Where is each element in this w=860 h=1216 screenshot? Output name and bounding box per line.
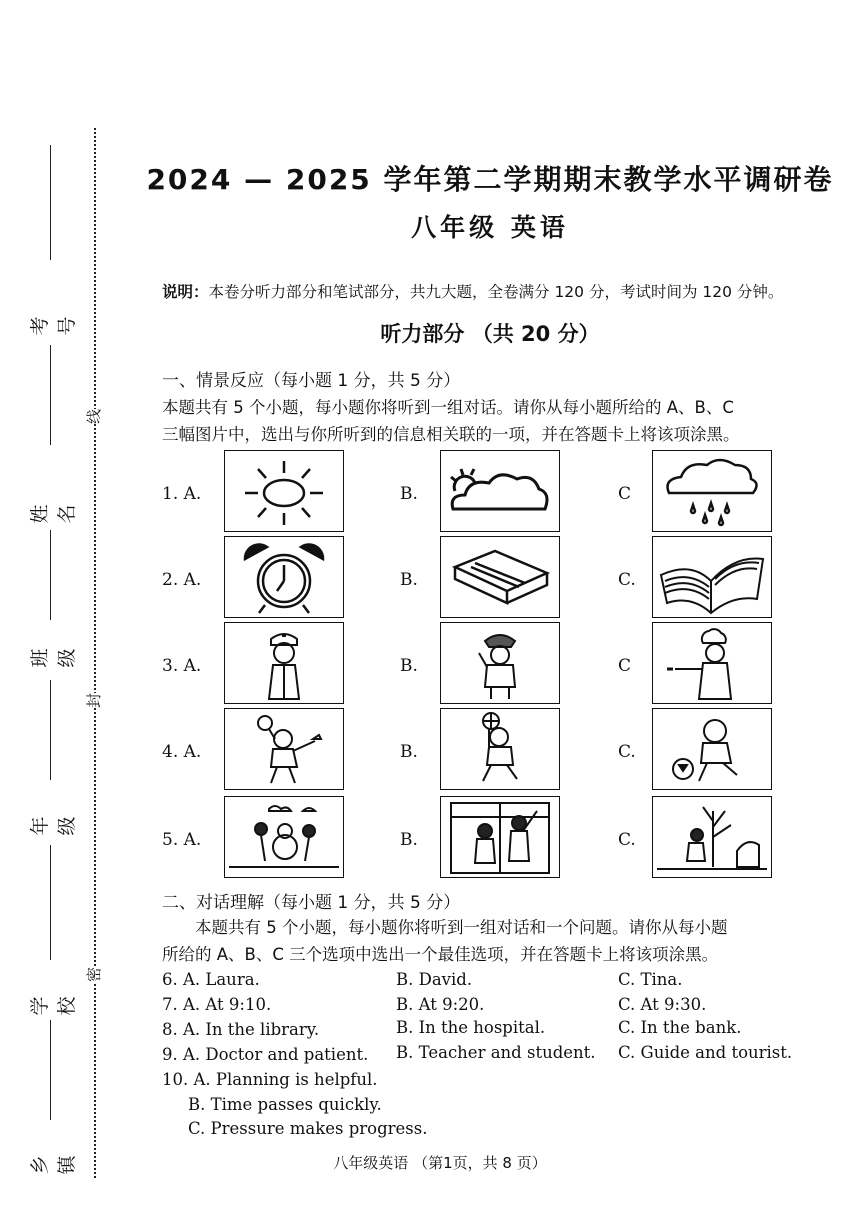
exam-number-blank <box>50 145 51 260</box>
exam-title: 2024 — 2025 学年第二学期期末教学水平调研卷 <box>146 163 834 196</box>
section1-instr-line2: 三幅图片中，选出与你所听到的信息相关联的一项，并在答题卡上将该项涂黑。 <box>162 425 740 444</box>
picture-question-3 <box>160 622 810 706</box>
q7-option-b[interactable]: B. At 9:20. <box>396 995 485 1014</box>
open-book-icon[interactable] <box>652 536 772 618</box>
section2-instr-line1: 本题共有 5 个小题，每小题你将听到一组对话和一个问题。请你从每小题 <box>195 918 728 937</box>
picture-question-1 <box>160 450 810 534</box>
partly-cloudy-icon[interactable] <box>440 450 560 532</box>
dotted-cut-line <box>94 128 96 1178</box>
picture-question-2 <box>160 536 810 620</box>
name-blank-upper <box>50 345 51 445</box>
note-text: 本卷分听力部分和笔试部分，共九大题，全卷满分 120 分，考试时间为 120 分钟。 <box>208 283 784 301</box>
q2-option-c-label: C. <box>618 570 636 590</box>
q4-option-a-label: 4. A. <box>162 742 202 762</box>
section2-instructions <box>162 914 832 968</box>
basketball-player-icon[interactable] <box>440 708 560 790</box>
q8-option-a[interactable]: 8. A. In the library. <box>162 1020 320 1039</box>
town-blank <box>50 1020 51 1120</box>
chef-icon[interactable] <box>652 622 772 704</box>
q10-option-b[interactable]: B. Time passes quickly. <box>188 1095 382 1114</box>
sun-icon[interactable] <box>224 450 344 532</box>
q1-option-b-label: B. <box>400 484 418 504</box>
cut-mark-secret: 密 <box>81 967 106 982</box>
section2-instr-line2: 所给的 A、B、C 三个选项中选出一个最佳选项，并在答题卡上将该项涂黑。 <box>162 945 719 964</box>
snowman-building-icon[interactable] <box>224 796 344 878</box>
q8-option-c[interactable]: C. In the bank. <box>618 1018 742 1037</box>
q5-option-c-label: C. <box>618 830 636 850</box>
q2-option-a-label: 2. A. <box>162 570 202 590</box>
page-footer: 八年级英语 （第1页，共 8 页） <box>333 1154 547 1172</box>
window-cleaning-icon[interactable] <box>440 796 560 878</box>
soccer-player-icon[interactable] <box>652 708 772 790</box>
cut-mark-line: 线 <box>81 409 106 424</box>
exam-note <box>162 280 783 302</box>
note-label: 说明： <box>162 283 209 301</box>
alarm-clock-icon[interactable] <box>224 536 344 618</box>
name-label: 姓名 <box>29 498 78 524</box>
q9-option-c[interactable]: C. Guide and tourist. <box>618 1043 793 1062</box>
section1-heading: 一、情景反应（每小题 1 分，共 5 分） <box>162 371 461 391</box>
q2-option-b-label: B. <box>400 570 418 590</box>
q3-option-c-label: C <box>618 656 632 676</box>
q4-option-b-label: B. <box>400 742 418 762</box>
q7-option-c[interactable]: C. At 9:30. <box>618 995 707 1014</box>
exam-subtitle: 八年级 英语 <box>411 213 569 242</box>
q5-option-b-label: B. <box>400 830 418 850</box>
class-blank <box>50 530 51 620</box>
q4-option-c-label: C. <box>618 742 636 762</box>
q9-option-a[interactable]: 9. A. Doctor and patient. <box>162 1045 369 1064</box>
exam-number-label: 考号 <box>29 310 78 336</box>
listening-part-title: 听力部分 （共 20 分） <box>380 322 600 346</box>
grade-blank <box>50 680 51 780</box>
section2-heading: 二、对话理解（每小题 1 分，共 5 分） <box>162 893 461 913</box>
q9-option-b[interactable]: B. Teacher and student. <box>396 1043 596 1062</box>
picture-question-4 <box>160 708 810 792</box>
picture-question-5 <box>160 796 810 880</box>
pen-case-icon[interactable] <box>440 536 560 618</box>
q6-option-a[interactable]: 6. A. Laura. <box>162 970 260 989</box>
nurse-icon[interactable] <box>224 622 344 704</box>
cut-mark-seal: 封 <box>81 693 106 708</box>
section1-instructions <box>162 394 832 448</box>
q1-option-c-label: C <box>618 484 632 504</box>
school-blank <box>50 845 51 960</box>
q10-option-a[interactable]: 10. A. Planning is helpful. <box>162 1070 378 1089</box>
section1-instr-line1: 本题共有 5 个小题，每小题你将听到一组对话。请你从每小题所给的 A、B、C <box>162 398 734 417</box>
q3-option-a-label: 3. A. <box>162 656 202 676</box>
q6-option-b[interactable]: B. David. <box>396 970 473 989</box>
q7-option-a[interactable]: 7. A. At 9:10. <box>162 995 272 1014</box>
q10-option-c[interactable]: C. Pressure makes progress. <box>188 1119 428 1138</box>
q1-option-a-label: 1. A. <box>162 484 202 504</box>
binding-margin <box>0 0 120 1216</box>
grade-label: 年级 <box>29 810 78 836</box>
town-label: 乡镇 <box>29 1149 78 1175</box>
q3-option-b-label: B. <box>400 656 418 676</box>
tree-planting-icon[interactable] <box>652 796 772 878</box>
badminton-player-icon[interactable] <box>224 708 344 790</box>
rain-cloud-icon[interactable] <box>652 450 772 532</box>
police-officer-icon[interactable] <box>440 622 560 704</box>
q8-option-b[interactable]: B. In the hospital. <box>396 1018 546 1037</box>
q6-option-c[interactable]: C. Tina. <box>618 970 683 989</box>
class-label: 班级 <box>29 642 78 668</box>
school-label: 学校 <box>29 990 78 1016</box>
q5-option-a-label: 5. A. <box>162 830 202 850</box>
